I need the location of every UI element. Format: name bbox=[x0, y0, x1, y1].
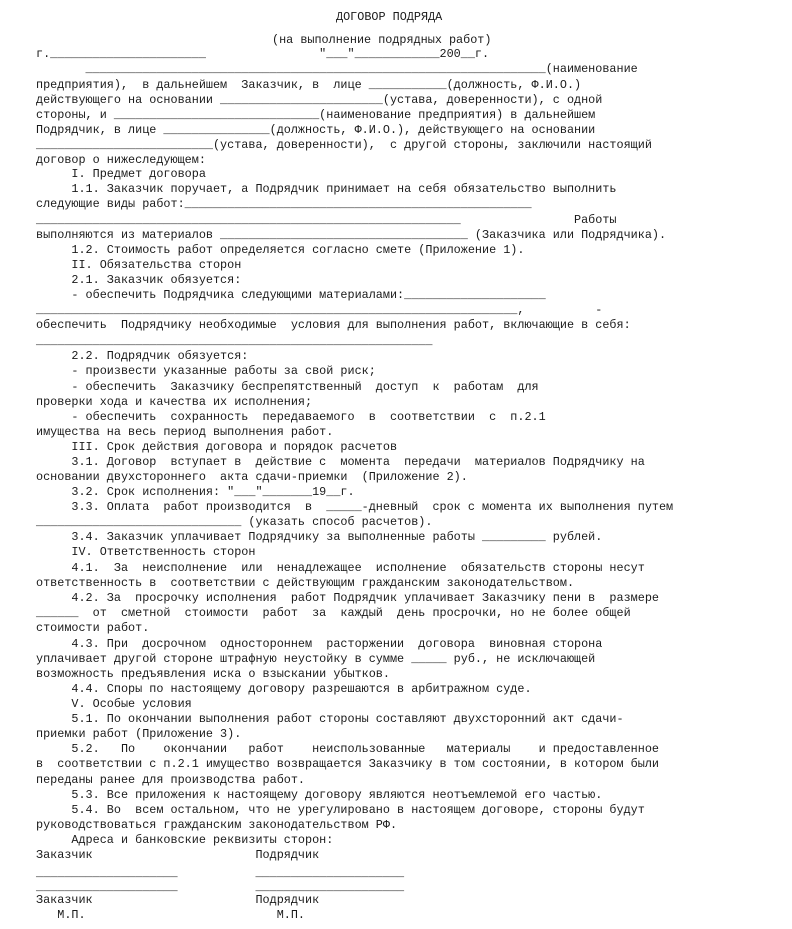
section-heading: III. Срок действия договора и порядок расчетов bbox=[36, 440, 398, 454]
text-line: стороны, и _____________________________(наименование предприятия) в дальнейшем bbox=[36, 108, 596, 122]
signature-line: ____________________ _____________________ bbox=[36, 866, 405, 880]
text-line: 3.4. Заказчик уплачивает Подрядчику за выполненные работы _________ рублей. bbox=[36, 530, 603, 544]
text-line: 2.1. Заказчик обязуется: bbox=[36, 273, 242, 287]
text-line: 4.3. При досрочном одностороннем расторжении договора виновная сторона bbox=[36, 637, 603, 651]
text-line: ________________________________________________________ bbox=[36, 334, 433, 348]
text-line: 2.2. Подрядчик обязуется: bbox=[36, 349, 249, 363]
text-line: 5.3. Все приложения к настоящему договору являются неотъемлемой его частью. bbox=[36, 788, 603, 802]
text-line: договор о нижеследующем: bbox=[36, 153, 206, 167]
text-line: - произвести указанные работы за свой риск; bbox=[36, 364, 376, 378]
text-line: 4.2. За просрочку исполнения работ Подрядчик уплачивает Заказчику пени в размере bbox=[36, 591, 659, 605]
section-heading: V. Особые условия bbox=[36, 697, 192, 711]
text-line: руководствоваться гражданским законодательством РФ. bbox=[36, 818, 398, 832]
text-line: 5.2. По окончании работ неиспользованные материалы и предоставленное bbox=[36, 742, 659, 756]
section-heading: II. Обязательства сторон bbox=[36, 258, 242, 272]
text-line: 3.3. Оплата работ производится в _____-дневный срок с момента их выполнения путем bbox=[36, 500, 674, 514]
text-line: выполняются из материалов ___________________________________ (Заказчика или Подрядчика). bbox=[36, 228, 667, 242]
text-line: г.______________________ "___"____________200__г. bbox=[36, 47, 490, 61]
signature-line: ____________________ _____________________ bbox=[36, 880, 405, 894]
text-line: 5.4. Во всем остальном, что не урегулировано в настоящем договоре, стороны будут bbox=[36, 803, 645, 817]
text-line: 3.1. Договор вступает в действие с момента передачи материалов Подрядчику на bbox=[36, 455, 645, 469]
text-line: следующие виды работ:_________________________________________________ bbox=[36, 197, 532, 211]
text-line: предприятия), в дальнейшем Заказчик, в лице ___________(должность, Ф.И.О.) bbox=[36, 78, 582, 92]
text-line: переданы ранее для производства работ. bbox=[36, 773, 306, 787]
text-line: 1.1. Заказчик поручает, а Подрядчик принимает на себя обязательство выполнить bbox=[36, 182, 617, 196]
document-title: ДОГОВОР ПОДРЯДА bbox=[336, 10, 443, 24]
text-line: 5.1. По окончании выполнения работ стороны составляют двухсторонний акт сдачи- bbox=[36, 712, 624, 726]
text-line: уплачивает другой стороне штрафную неустойку в сумме _____ руб., не исключающей bbox=[36, 652, 596, 666]
text-line: стоимости работ. bbox=[36, 621, 150, 635]
signature-labels: Заказчик Подрядчик bbox=[36, 848, 320, 862]
section-heading: I. Предмет договора bbox=[36, 167, 206, 181]
text-line: в соответствии с п.2.1 имущество возвращается Заказчику в том состоянии, в котором были bbox=[36, 757, 659, 771]
section-heading: IV. Ответственность сторон bbox=[36, 545, 256, 559]
text-line: - обеспечить сохранность передаваемого в соответствии с п.2.1 bbox=[36, 410, 546, 424]
text-line: Адреса и банковские реквизиты сторон: bbox=[36, 833, 334, 847]
text-line: ____________________________________________________________________, - bbox=[36, 303, 603, 317]
text-line: 4.1. За неисполнение или ненадлежащее исполнение обязательств стороны несут bbox=[36, 561, 645, 575]
text-line: ____________________________________________________________ Работы bbox=[36, 213, 617, 227]
text-line: основании двухстороннего акта сдачи-приемки (Приложение 2). bbox=[36, 470, 468, 484]
text-line: возможность предъявления иска о взыскании убытков. bbox=[36, 667, 390, 681]
text-line: - обеспечить Заказчику беспрепятственный доступ к работам для bbox=[36, 380, 539, 394]
text-line: _____________________________ (указать способ расчетов). bbox=[36, 515, 433, 529]
signature-labels: Заказчик Подрядчик bbox=[36, 893, 320, 907]
text-line: Подрядчик, в лице _______________(должность, Ф.И.О.), действующего на основании bbox=[36, 123, 596, 137]
text-line: 4.4. Споры по настоящему договору разрешаются в арбитражном суде. bbox=[36, 682, 532, 696]
text-line: 3.2. Срок исполнения: "___"_______19__г. bbox=[36, 485, 355, 499]
text-line: приемки работ (Приложение 3). bbox=[36, 727, 242, 741]
text-line: проверки хода и качества их исполнения; bbox=[36, 395, 313, 409]
text-line: действующего на основании _______________________(устава, доверенности), с одной bbox=[36, 93, 603, 107]
text-line: ответственность в соответствии с действующим гражданским законодательством. bbox=[36, 576, 575, 590]
text-line: обеспечить Подрядчику необходимые условия для выполнения работ, включающие в себя: bbox=[36, 318, 631, 332]
text-line: _________________________(устава, доверенности), с другой стороны, заключили настоящий bbox=[36, 138, 652, 152]
text-line: _________________________________________________________________(наименование bbox=[36, 62, 638, 76]
text-line: имущества на весь период выполнения работ. bbox=[36, 425, 334, 439]
text-line: - обеспечить Подрядчика следующими материалами:____________________ bbox=[36, 288, 546, 302]
document-subtitle: (на выполнение подрядных работ) bbox=[272, 33, 492, 47]
stamp-labels: М.П. М.П. bbox=[36, 908, 306, 922]
text-line: 1.2. Стоимость работ определяется согласно смете (Приложение 1). bbox=[36, 243, 525, 257]
text-line: ______ от сметной стоимости работ за каждый день просрочки, но не более общей bbox=[36, 606, 631, 620]
